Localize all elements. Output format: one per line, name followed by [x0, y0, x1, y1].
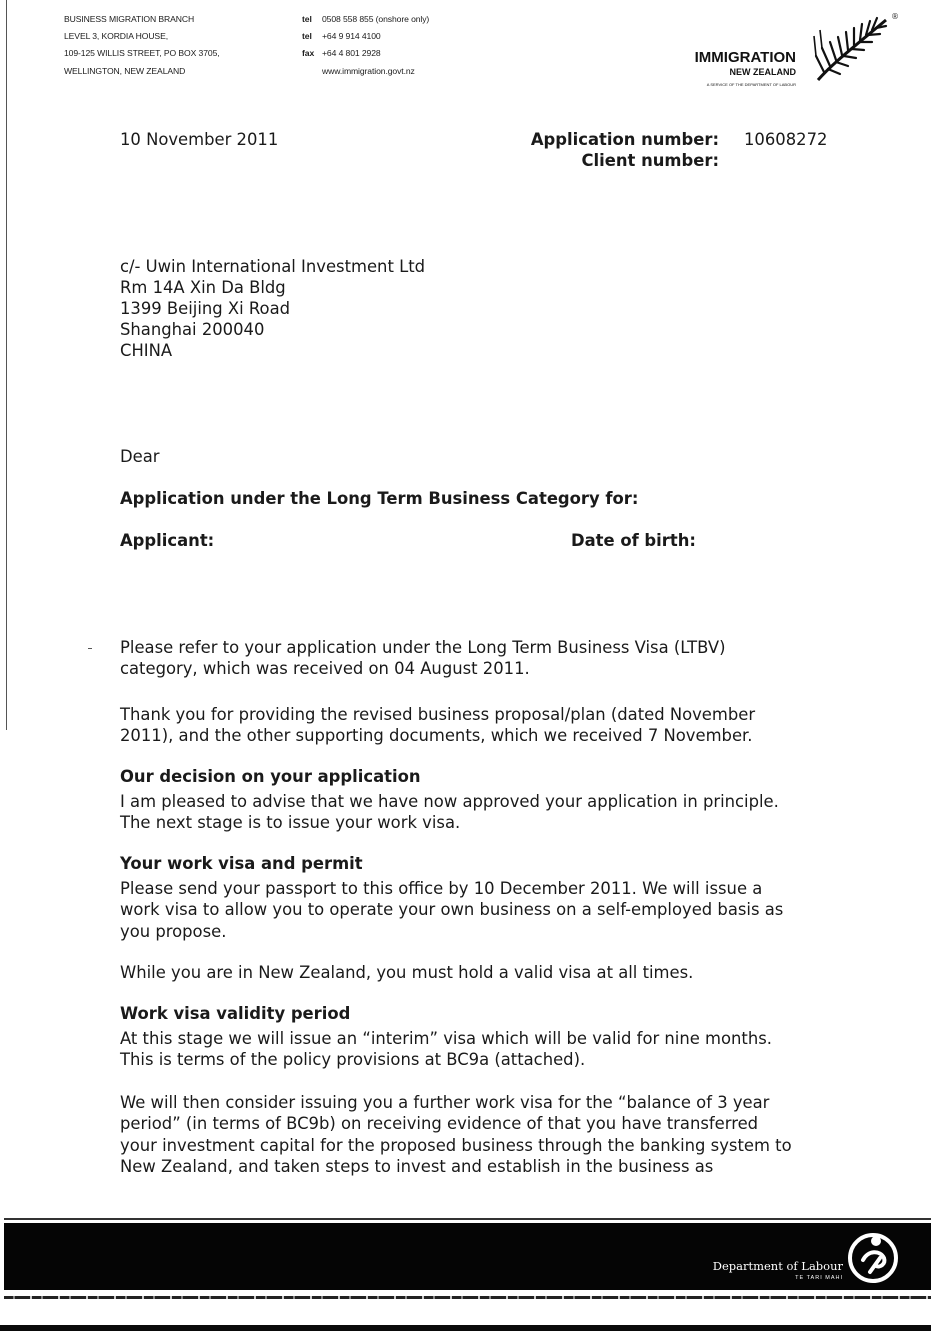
contact-key: tel [302, 14, 312, 24]
contact-value: 0508 558 855 (onshore only) [322, 14, 430, 24]
footer-scan-line [4, 1296, 931, 1299]
contact-line [302, 28, 429, 45]
salutation: Dear [120, 447, 160, 466]
department-name: Department of Labour [712, 1259, 843, 1273]
paragraph-line: category, which was received on 04 August 2011. [120, 659, 530, 679]
letter-subject: Application under the Long Term Business Category for: [120, 489, 639, 508]
section-heading-work-visa: Your work visa and permit [120, 854, 363, 873]
footer-edge [0, 1325, 931, 1331]
contact-line [302, 11, 429, 28]
valid-visa-paragraph [120, 962, 860, 983]
paragraph-line: Thank you for providing the revised business proposal/plan (dated November [120, 705, 756, 724]
registered-mark-icon: ® [891, 12, 899, 21]
work-visa-paragraph [120, 878, 860, 942]
left-margin-rule [6, 0, 7, 730]
date-of-birth-label: Date of birth: [571, 531, 696, 550]
letterhead-address-line: WELLINGTON, NEW ZEALAND [64, 65, 186, 76]
recipient-address-line: 1399 Beijing Xi Road [120, 299, 291, 318]
footer-band [4, 1223, 931, 1290]
paragraph-line: This is terms of the policy provisions at BC9a (attached). [120, 1050, 586, 1070]
paragraph-line: While you are in New Zealand, you must hold a valid visa at all times. [120, 963, 694, 982]
contact-value: +64 4 801 2928 [322, 48, 381, 59]
application-number-label: Application number: [530, 130, 719, 149]
client-number-label: Client number: [581, 151, 719, 170]
paragraph-line: work visa to allow you to operate your own business on a self-employed basis as [120, 900, 784, 920]
letterhead-contacts [302, 11, 429, 80]
recipient-address-line: c/- Uwin International Investment Ltd [120, 257, 426, 276]
thanks-paragraph [120, 704, 860, 747]
paragraph-line: Please refer to your application under the Long Term Business Visa (LTBV) [120, 638, 726, 657]
paragraph-line: I am pleased to advise that we have now approved your application in principle. [120, 792, 779, 811]
further-visa-paragraph [120, 1092, 860, 1177]
paragraph-line: your investment capital for the proposed business through the banking system to [120, 1135, 792, 1155]
contact-value: +64 9 914 4100 [322, 31, 381, 42]
paragraph-line: At this stage we will issue an “interim” visa which will be valid for nine months. [120, 1029, 772, 1048]
contact-line [302, 45, 429, 62]
immigration-nz-logo [690, 12, 912, 92]
letterhead-address-line: LEVEL 3, KORDIA HOUSE, [64, 31, 168, 42]
contact-line [302, 63, 429, 80]
recipient-address-line: Rm 14A Xin Da Bldg [120, 278, 286, 297]
paragraph-line: We will then consider issuing you a further work visa for the “balance of 3 year [120, 1093, 770, 1112]
contact-key: fax [302, 48, 315, 59]
letterhead-address-line: BUSINESS MIGRATION BRANCH [64, 14, 195, 24]
paragraph-line: The next stage is to issue your work visa. [120, 813, 461, 833]
contact-key: tel [302, 31, 312, 42]
silver-fern-icon [810, 12, 894, 84]
letterhead-address-line: 109-125 WILLIS STREET, PO BOX 3705, [64, 48, 220, 59]
letter-date: 10 November 2011 [120, 130, 279, 149]
section-heading-validity: Work visa validity period [120, 1004, 351, 1023]
intro-paragraph [120, 637, 860, 680]
recipient-address [120, 256, 425, 361]
application-number: 10608272 [744, 130, 828, 149]
scan-mark [88, 648, 92, 649]
recipient-address-line: CHINA [120, 341, 173, 360]
letterhead-address [64, 11, 220, 80]
paragraph-line: period” (in terms of BC9b) on receiving evidence of that you have transferred [120, 1114, 759, 1134]
logo-name: IMMIGRATION [694, 49, 796, 66]
department-of-labour-logo-icon [846, 1228, 902, 1284]
logo-country: NEW ZEALAND [729, 67, 796, 77]
department-maori-name: TE TARI MAHI [795, 1275, 843, 1281]
paragraph-line: Please send your passport to this office by 10 December 2011. We will issue a [120, 879, 763, 898]
website-link[interactable]: www.immigration.govt.nz [322, 65, 415, 76]
applicant-label: Applicant: [120, 531, 215, 550]
paragraph-line: you propose. [120, 921, 227, 941]
paragraph-line: New Zealand, and taken steps to invest and establish in the business as [120, 1156, 714, 1176]
decision-paragraph [120, 791, 860, 834]
recipient-address-line: Shanghai 200040 [120, 320, 265, 339]
section-heading-decision: Our decision on your application [120, 767, 421, 786]
footer-rule [4, 1218, 931, 1220]
validity-paragraph [120, 1028, 860, 1071]
paragraph-line: 2011), and the other supporting documents, which we received 7 November. [120, 726, 753, 746]
logo-subtitle: A SERVICE OF THE DEPARTMENT OF LABOUR [706, 82, 796, 87]
